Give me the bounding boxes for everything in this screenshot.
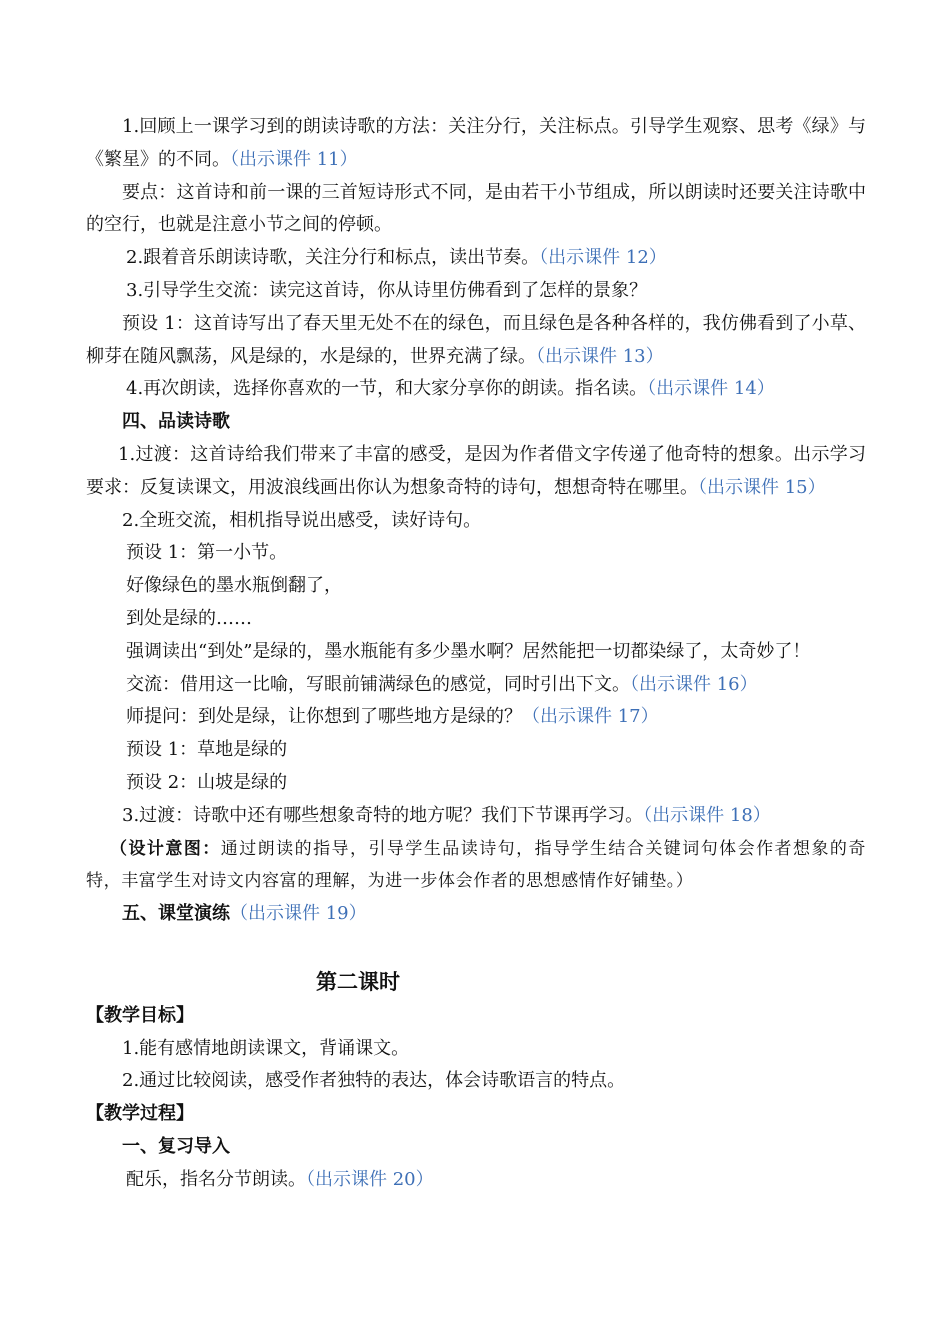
courseware-ref: （出示课件 19） (230, 903, 367, 925)
section-heading: 五、课堂演练 (122, 903, 230, 925)
design-intent (86, 833, 866, 899)
courseware-ref: （出示课件 15） (698, 476, 826, 498)
poem-line: 好像绿色的墨水瓶倒翻了， (126, 575, 342, 597)
paragraph (86, 111, 866, 177)
goals-heading: 【教学目标】 (86, 1004, 194, 1026)
text: 师提问：到处是绿，让你想到了哪些地方是绿的？ (126, 706, 522, 728)
courseware-ref: （出示课件 18） (643, 804, 771, 826)
courseware-ref: （出示课件 13） (536, 345, 664, 367)
text: 1.回顾上一课学习到的朗读诗歌的方法：关注分行，关注标点。引导学生观察、思考《绿》与《繁星》的不同。 (86, 116, 866, 170)
text: 通过朗读的指导，引导学生品读诗句，指导学生结合关键词句体会作者想象的奇特，丰富学生对诗文内容富的理解，为进一步体会作者的思想感情作好铺垫。） (86, 838, 866, 892)
design-label: （设计意图： (110, 838, 221, 859)
paragraph (86, 701, 866, 734)
paragraph (86, 373, 866, 406)
text: 2.跟着音乐朗读诗歌，关注分行和标点，读出节奏。 (126, 247, 540, 269)
text: 3.引导学生交流：读完这首诗，你从诗里仿佛看到了怎样的景象？ (126, 279, 648, 301)
text: 1.过渡：这首诗给我们带来了丰富的感受，是因为作者借文字传递了他奇特的想象。出示学习要求：反复读课文，用波浪线画出你认为想象奇特的诗句，想想奇特在哪里。 (86, 443, 866, 498)
paragraph (86, 275, 866, 308)
paragraph (86, 439, 866, 505)
section-heading: 一、复习导入 (122, 1135, 230, 1157)
paragraph (86, 669, 866, 702)
poem-line: 到处是绿的…… (126, 607, 252, 629)
text: 配乐，指名分节朗读。 (126, 1168, 306, 1190)
paragraph (86, 308, 866, 374)
text: 3.过渡：诗歌中还有哪些想象奇特的地方呢？我们下节课再学习。 (122, 804, 644, 826)
paragraph (86, 800, 866, 833)
document-body (86, 111, 866, 1197)
text: 交流：借用这一比喻，写眼前铺满绿色的感觉，同时引出下文。 (126, 673, 630, 695)
courseware-ref: （出示课件 14） (647, 378, 775, 400)
paragraph: 预设 2：山坡是绿的 (126, 771, 288, 793)
paragraph (86, 1164, 866, 1197)
goal-item: 2.通过比较阅读，感受作者独特的表达，体会诗歌语言的特点。 (122, 1070, 626, 1092)
courseware-ref: （出示课件 17） (522, 706, 659, 728)
paragraph: 预设 1：第一小节。 (126, 542, 288, 564)
paragraph: 2.全班交流，相机指导说出感受，读好诗句。 (122, 509, 482, 531)
paragraph: 预设 1：草地是绿的 (126, 739, 288, 761)
text: 4.再次朗读，选择你喜欢的一节，和大家分享你的朗读。指名读。 (126, 378, 648, 400)
paragraph (86, 242, 866, 275)
text: 预设 1：这首诗写出了春天里无处不在的绿色，而且绿色是各种各样的，我仿佛看到了小草、柳芽在随风飘荡，风是绿的，水是绿的，世界充满了绿。 (86, 312, 866, 367)
section-heading: 四、品读诗歌 (122, 411, 230, 433)
goal-item: 1.能有感情地朗读课文，背诵课文。 (122, 1037, 410, 1059)
courseware-ref: （出示课件 12） (539, 247, 667, 269)
paragraph (86, 177, 866, 243)
courseware-ref: （出示课件 16） (630, 673, 758, 695)
paragraph: 强调读出“到处”是绿的，墨水瓶能有多少墨水啊？居然能把一切都染绿了，太奇妙了！ (126, 640, 811, 662)
courseware-ref: （出示课件 11） (230, 148, 358, 170)
lesson-title: 第二课时 (316, 968, 400, 994)
paragraph (86, 898, 866, 931)
process-heading: 【教学过程】 (86, 1103, 194, 1125)
text: 要点：这首诗和前一课的三首短诗形式不同，是由若干小节组成，所以朗读时还要关注诗歌中的空行，也就是注意小节之间的停顿。 (86, 181, 866, 236)
courseware-ref: （出示课件 20） (306, 1168, 434, 1190)
